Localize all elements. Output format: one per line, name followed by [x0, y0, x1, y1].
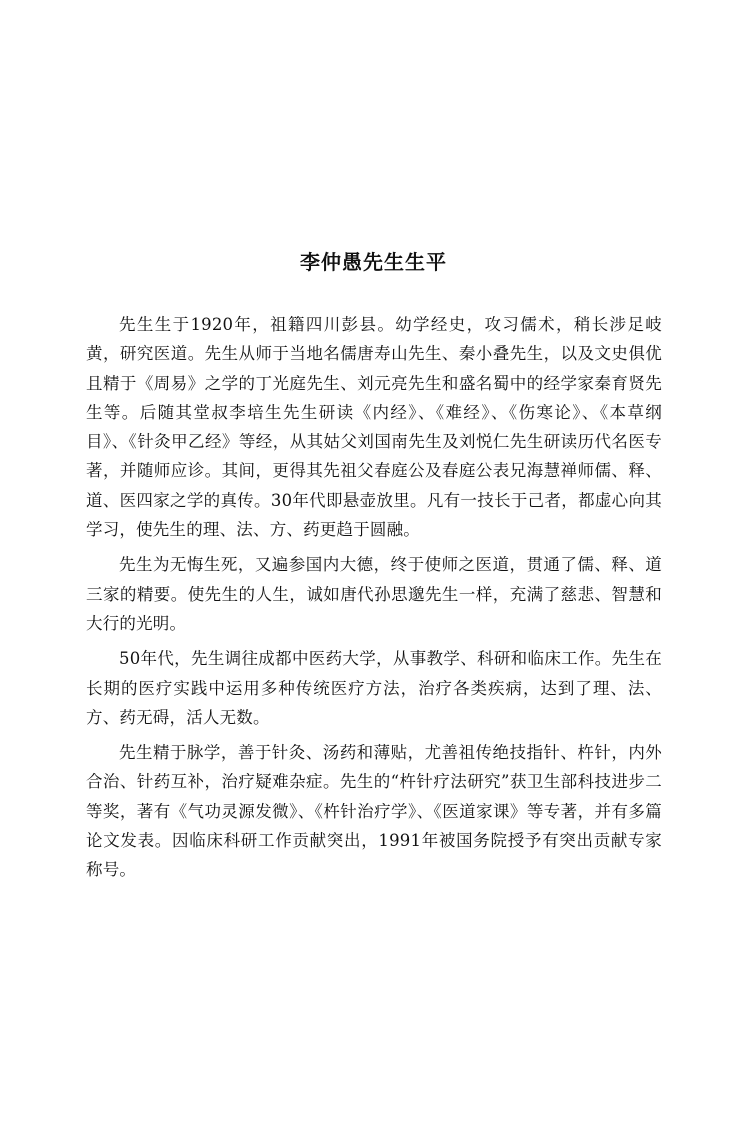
page-title: 李仲愚先生生平 — [300, 250, 447, 274]
paragraph-early-life: 先生生于1920年，祖籍四川彭县。幼学经史，攻习儒术，稍长涉足岐黄，研究医道。先生从师于当地名儒唐寿山先生、秦小叠先生，以及文史俱优且精于《周易》之学的丁光庭先生、刘元亮先生和盛名蜀中的经学家秦育贤先生等。后随其堂叔李培生先生研读《内经》、《难经》、《伤寒论》、《本草纲目》、《针灸甲乙经》等经，从其姑父刘国南先生及刘悦仁先生研读历代名医专著，并随师应诊。其间，更得其先祖父春庭公及春庭公表兄海慧禅师儒、释、道、医四家之学的真传。30年代即悬壶放里。凡有一技长于己者，都虚心向其学习，使先生的理、法、方、药更趋于圆融。 — [86, 315, 662, 540]
paragraph-career: 50年代，先生调往成都中医药大学，从事教学、科研和临床工作。先生在长期的医疗实践中运用多种传统医疗方法，治疗各类疾病，达到了理、法、方、药无碍，活人无数。 — [86, 649, 662, 727]
biography-body — [86, 310, 662, 891]
paragraph-spiritual-path: 先生为无悔生死，又遍参国内大德，终于使师之医道，贯通了儒、释、道三家的精要。使先生的人生，诚如唐代孙思邈先生一样，充满了慈悲、智慧和大行的光明。 — [86, 555, 662, 633]
paragraph-achievements: 先生精于脉学，善于针灸、汤药和薄贴，尤善祖传绝技指针、杵针，内外合治、针药互补，治疗疑难杂症。先生的“杵针疗法研究”获卫生部科技进步二等奖，著有《气功灵源发微》、《杵针治疗学》、《医道家课》等专著，并有多篇论文发表。因临床科研工作贡献突出，1991年被国务院授予有突出贡献专家称号。 — [86, 743, 662, 880]
